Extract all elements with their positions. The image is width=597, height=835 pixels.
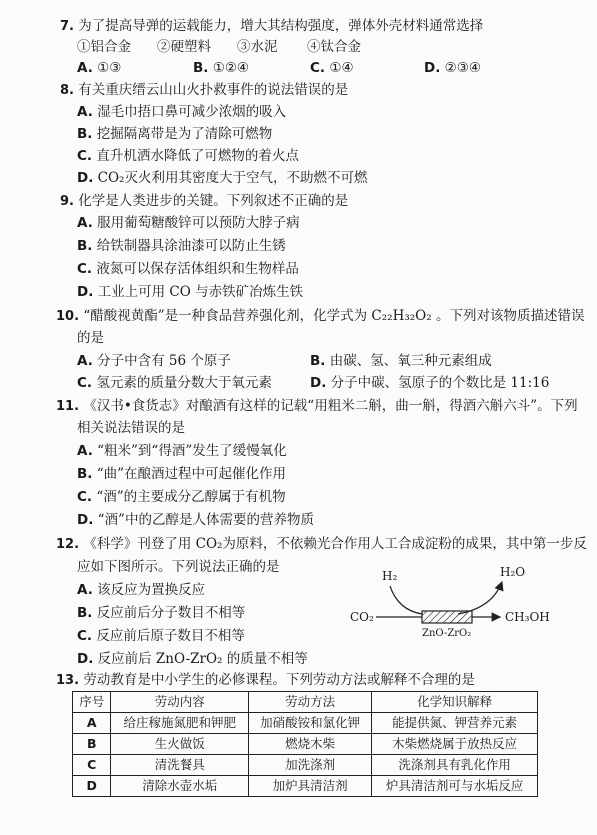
row-id: C xyxy=(73,755,111,776)
header-cell: 劳动方法 xyxy=(248,692,371,713)
q8-stem: 有关重庆缙云山山火扑救事件的说法错误的是 xyxy=(78,82,349,98)
option-label: D. xyxy=(77,512,94,528)
table-row xyxy=(73,734,538,755)
option-text: 服用葡萄糖酸锌可以预防大脖子病 xyxy=(97,215,300,231)
q11-stem: 《汉书•食货志》对酿酒有这样的记载“用粗米二斛，曲一斛，得酒六斛六斗”。下列 xyxy=(83,398,578,414)
h2o-label: H₂O xyxy=(500,565,526,579)
catalyst-bed xyxy=(422,611,472,623)
q13-stem: 劳动教育是中小学生的必修课程。下列劳动方法或解释不合理的是 xyxy=(83,672,475,688)
row-id: D xyxy=(73,776,111,797)
q11-stem-cont: 相关说法错误的是 xyxy=(77,420,185,436)
h2o-outflow-curve xyxy=(458,582,502,614)
option-text: ①③ xyxy=(97,60,122,76)
option-text: “粗米”到“得酒”发生了缓慢氧化 xyxy=(97,443,287,459)
q9-option-c xyxy=(77,263,299,277)
option-label: D. xyxy=(424,60,441,76)
row-content: 给庄稼施氮肥和钾肥 xyxy=(111,713,248,734)
q11-option-c xyxy=(77,491,286,505)
option-label: B. xyxy=(77,466,93,482)
ch3oh-label: CH₃OH xyxy=(505,610,550,624)
q8-option-c xyxy=(77,150,299,164)
option-label: B. xyxy=(193,60,209,76)
q9-number: 9. xyxy=(60,194,74,209)
q7-option-a xyxy=(77,62,121,76)
row-method: 加洗涤剂 xyxy=(248,755,371,776)
row-id: A xyxy=(73,713,111,734)
labor-table xyxy=(72,691,538,797)
option-label: B. xyxy=(77,238,93,254)
option-text: 给铁制器具涂油漆可以防止生锈 xyxy=(96,238,286,254)
q7-choice-1: ①铝合金 xyxy=(77,39,131,55)
q7-choice-4: ④钛合金 xyxy=(307,39,361,55)
co2-label: CO₂ xyxy=(350,610,374,624)
q12-option-b xyxy=(77,607,245,621)
option-label: D. xyxy=(310,375,327,391)
q12-number: 12. xyxy=(56,537,80,552)
q7-option-d xyxy=(424,62,481,76)
row-method: 加炉具清洁剂 xyxy=(248,776,371,797)
row-method: 加硝酸铵和氯化钾 xyxy=(248,713,371,734)
option-text: CO₂灭火利用其密度大于空气，不助燃不可燃 xyxy=(97,170,368,186)
option-text: 湿毛巾捂口鼻可减少浓烟的吸入 xyxy=(97,104,287,120)
header-cell: 化学知识解释 xyxy=(372,692,538,713)
h2-label: H₂ xyxy=(382,569,398,583)
q10-stem-line xyxy=(56,310,584,324)
row-content: 清洗餐具 xyxy=(111,755,248,776)
option-text: 直升机洒水降低了可燃物的着火点 xyxy=(96,148,299,164)
catalyst-label: ZnO-ZrO₂ xyxy=(422,628,472,639)
option-text: 液氮可以保存活体组织和生物样品 xyxy=(96,261,299,277)
option-label: A. xyxy=(77,443,93,459)
q11-option-d xyxy=(77,514,314,528)
q13-number: 13. xyxy=(56,673,80,688)
q12-stem-cont: 应如下图所示。下列说法正确的是 xyxy=(77,559,280,575)
q11-option-b xyxy=(77,468,286,482)
q8-stem-line xyxy=(60,84,348,98)
q7-number: 7. xyxy=(60,19,74,34)
row-method: 燃烧木柴 xyxy=(248,734,371,755)
option-label: C. xyxy=(77,489,93,505)
option-text: “曲”在酿酒过程中可起催化作用 xyxy=(96,466,287,482)
q7-stem-line xyxy=(60,20,483,34)
q12-option-c xyxy=(77,630,245,644)
q8-number: 8. xyxy=(60,83,74,98)
option-label: A. xyxy=(77,104,93,120)
option-text: 工业上可用 CO 与赤铁矿冶炼生铁 xyxy=(97,284,304,300)
option-text: ①②④ xyxy=(212,60,250,76)
q9-stem-line xyxy=(60,195,348,209)
header-cell: 序号 xyxy=(73,692,111,713)
q10-option-d xyxy=(310,377,549,391)
q12-option-a xyxy=(77,584,205,598)
option-label: C. xyxy=(77,261,93,277)
row-content: 生火做饭 xyxy=(111,734,248,755)
reaction-diagram xyxy=(350,560,565,650)
table-header-row xyxy=(73,692,538,713)
q8-option-d xyxy=(77,172,367,186)
row-explain: 能提供氮、钾营养元素 xyxy=(372,713,538,734)
q8-option-a xyxy=(77,106,286,120)
q12-stem: 《科学》刊登了用 CO₂为原料，不依赖光合作用人工合成淀粉的成果，其中第一步反 xyxy=(83,536,587,552)
option-label: C. xyxy=(77,148,93,164)
q7-option-b xyxy=(193,62,249,76)
q9-option-d xyxy=(77,286,303,300)
table-row xyxy=(73,755,538,776)
q8-option-b xyxy=(77,128,272,142)
option-label: B. xyxy=(310,353,326,369)
row-content: 清除水壶水垢 xyxy=(111,776,248,797)
row-explain: 炉具清洁剂可与水垢反应 xyxy=(372,776,538,797)
option-label: C. xyxy=(77,628,93,644)
q11-number: 11. xyxy=(56,399,80,414)
q9-stem: 化学是人类进步的关键。下列叙述不正确的是 xyxy=(78,193,349,209)
option-text: 反应前后 ZnO-ZrO₂ 的质量不相等 xyxy=(97,651,308,667)
row-id: B xyxy=(73,734,111,755)
header-cell: 劳动内容 xyxy=(111,692,248,713)
option-label: D. xyxy=(77,651,94,667)
q10-stem: “醋酸视黄酯”是一种食品营养强化剂，化学式为 C₂₂H₃₂O₂ 。下列对该物质描述错误 xyxy=(83,308,585,324)
q11-option-a xyxy=(77,445,287,459)
option-label: A. xyxy=(77,582,93,598)
q10-option-b xyxy=(310,355,492,369)
q10-option-c xyxy=(77,377,272,391)
q9-option-b xyxy=(77,240,286,254)
q10-number: 10. xyxy=(56,309,80,324)
option-label: A. xyxy=(77,60,93,76)
option-text: ①④ xyxy=(329,60,354,76)
q7-choice-3: ③水泥 xyxy=(237,39,278,55)
option-text: 反应前后分子数目不相等 xyxy=(96,605,246,621)
option-label: D. xyxy=(77,284,94,300)
option-label: D. xyxy=(77,170,94,186)
option-text: 由碳、氢、氧三种元素组成 xyxy=(329,353,492,369)
option-label: A. xyxy=(77,215,93,231)
option-label: B. xyxy=(77,605,93,621)
q7-stem: 为了提高导弹的运载能力，增大其结构强度，弹体外壳材料通常选择 xyxy=(78,18,484,34)
q12-stem-line xyxy=(56,538,587,552)
option-text: 分子中碳、氢原子的个数比是 11:16 xyxy=(330,375,550,391)
q11-stem-line xyxy=(56,400,578,414)
option-label: C. xyxy=(77,375,93,391)
q7-choice-2: ②硬塑料 xyxy=(157,39,211,55)
q10-option-a xyxy=(77,355,231,369)
option-text: ②③④ xyxy=(444,60,481,76)
option-text: 氢元素的质量分数大于氧元素 xyxy=(96,375,272,391)
option-text: 分子中含有 56 个原子 xyxy=(97,353,231,369)
table-row xyxy=(73,713,538,734)
option-label: A. xyxy=(77,353,93,369)
q10-stem-cont: 的是 xyxy=(77,330,104,346)
option-text: 挖掘隔离带是为了清除可燃物 xyxy=(96,126,273,142)
option-text: “酒”中的乙醇是人体需要的营养物质 xyxy=(97,512,314,528)
q7-option-c xyxy=(310,62,354,76)
table-row xyxy=(73,776,538,797)
row-explain: 洗涤剂具有乳化作用 xyxy=(372,755,538,776)
q13-stem-line xyxy=(56,674,475,688)
option-text: 该反应为置换反应 xyxy=(97,582,206,598)
option-label: C. xyxy=(310,60,326,76)
row-explain: 木柴燃烧属于放热反应 xyxy=(372,734,538,755)
q9-option-a xyxy=(77,217,300,231)
q12-option-d xyxy=(77,653,308,667)
h2-inflow-curve xyxy=(390,586,422,614)
option-label: B. xyxy=(77,126,93,142)
option-text: 反应前后原子数目不相等 xyxy=(96,628,245,644)
option-text: “酒”的主要成分乙醇属于有机物 xyxy=(96,489,286,505)
